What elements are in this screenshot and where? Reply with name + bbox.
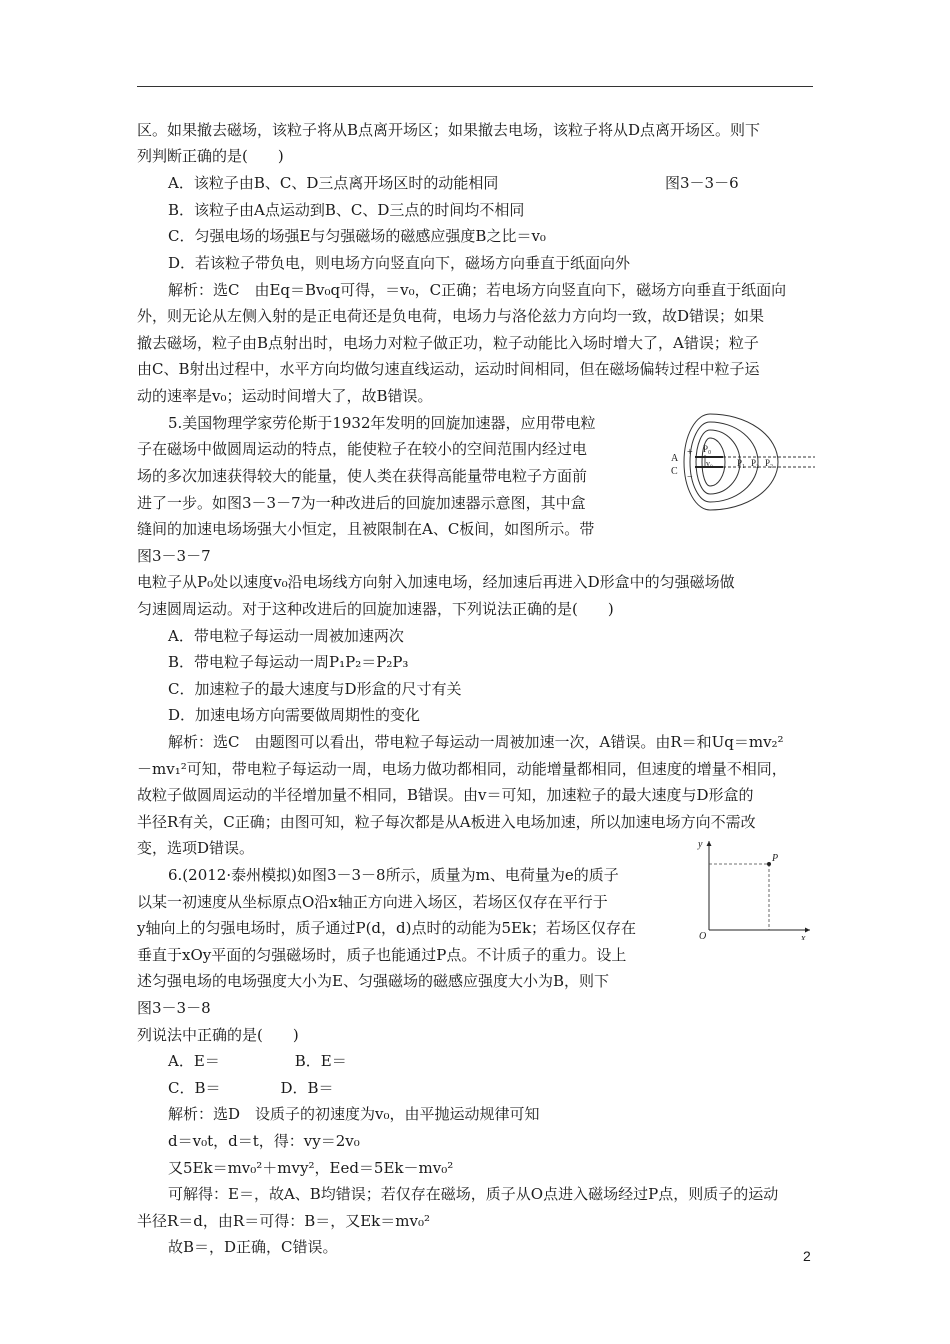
- header-rule: [137, 86, 813, 87]
- solution-line: 动的速率是v₀；运动时间增大了，故B错误。: [137, 387, 433, 405]
- coordinate-figure: [695, 835, 820, 940]
- option-c: C．加速粒子的最大速度与D形盒的尺寸有关: [168, 680, 462, 698]
- solution-line: 解析：选D 设质子的初速度为v₀，由平抛运动规律可知: [168, 1105, 540, 1123]
- minus-sign: −: [687, 472, 693, 483]
- option-b: B．带电粒子每运动一周P₁P₂＝P₂P₃: [168, 653, 409, 671]
- text-line: 列判断正确的是( ): [137, 147, 284, 165]
- p1-label: P₁: [737, 458, 746, 468]
- option-c: C．匀强电场的场强E与匀强磁场的磁感应强度B之比＝v₀: [168, 227, 546, 245]
- question-5-line: 场的多次加速获得较大的能量，使人类在获得高能量带电粒子方面前: [137, 467, 588, 485]
- solution-line: d＝v₀t，d＝t，得：vy＝2v₀: [168, 1132, 360, 1150]
- options-cd: C．B＝ D．B＝: [168, 1079, 334, 1097]
- point-p-label: P: [772, 853, 779, 864]
- p0-label: P₀: [703, 444, 712, 454]
- solution-line: 变，选项D错误。: [137, 839, 255, 857]
- solution-line: 解析：选C 由题图可以看出，带电粒子每运动一周被加速一次，A错误。由R＝和Uq＝mv₂²: [168, 733, 784, 751]
- figure-caption: 图3－3－7: [137, 547, 211, 565]
- figure-caption: 图3－3－6: [665, 174, 739, 192]
- text-line: 区。如果撤去磁场，该粒子将从B点离开场区；如果撤去电场，该粒子将从D点离开场区。则下: [137, 121, 761, 139]
- question-6-line: 垂直于xOy平面的匀强磁场时，质子也能通过P点。不计质子的重力。设上: [137, 946, 627, 964]
- option-d: D．加速电场方向需要做周期性的变化: [168, 706, 421, 724]
- solution-line: 外，则无论从左侧入射的是正电荷还是负电荷，电场力与洛伦兹力方向均一致，故D错误；如果: [137, 307, 765, 325]
- v0-label: v₀: [706, 459, 713, 468]
- solution-line: 半径R＝d，由R＝可得：B＝，又Ek＝mv₀²: [137, 1212, 430, 1230]
- plate-a-label: A: [671, 453, 679, 464]
- option-b: B．该粒子由A点运动到B、C、D三点的时间均不相同: [168, 201, 525, 219]
- question-6-line: 述匀强电场的电场强度大小为E、匀强磁场的磁感应强度大小为B，则下: [137, 972, 609, 990]
- options-ab: A．E＝ B．E＝: [168, 1052, 347, 1070]
- plus-sign: +: [687, 447, 693, 458]
- solution-line: 又5Ek＝mv₀²＋mvy²，Eed＝5Ek－mv₀²: [168, 1159, 454, 1177]
- solution-line: 可解得：E＝，故A、B均错误；若仅存在磁场，质子从O点进入磁场经过P点，则质子的运动: [168, 1185, 779, 1203]
- page-number: 2: [803, 1248, 811, 1264]
- question-5-line: 匀速圆周运动。对于这种改进后的回旋加速器，下列说法正确的是( ): [137, 600, 614, 618]
- option-a: A．带电粒子每运动一周被加速两次: [168, 627, 404, 645]
- solution-line: 由C、B射出过程中，水平方向均做匀速直线运动，运动时间相同，但在磁场偏转过程中粒子运: [137, 360, 760, 378]
- question-6-line: 列说法中正确的是( ): [137, 1026, 299, 1044]
- y-axis-label: y: [698, 839, 703, 850]
- option-a: A．该粒子由B、C、D三点离开场区时的动能相同: [168, 174, 499, 192]
- origin-label: O: [699, 931, 707, 940]
- solution-line: 撤去磁场，粒子由B点射出时，电场力对粒子做正功，粒子动能比入场时增大了，A错误；粒子: [137, 334, 759, 352]
- solution-line: 解析：选C 由Eq＝Bv₀q可得，＝v₀，C正确；若电场方向竖直向下，磁场方向垂直于纸面向: [168, 281, 787, 299]
- p3-label: P₃: [765, 458, 774, 468]
- plate-c-label: C: [671, 466, 678, 477]
- question-5-line: 电粒子从P₀处以速度v₀沿电场线方向射入加速电场，经加速后再进入D形盒中的匀强磁场做: [137, 573, 735, 591]
- x-axis-label: x: [801, 933, 806, 940]
- p2-label: P₂: [751, 458, 760, 468]
- solution-line: －mv₁²可知，带电粒子每运动一周，电场力做功都相同，动能增量都相同，但速度的增量不相同，: [137, 760, 787, 778]
- figure-caption: 图3－3－8: [137, 999, 211, 1017]
- cyclotron-figure: [665, 410, 815, 520]
- solution-line: 半径R有关，C正确；由图可知，粒子每次都是从A板进入电场加速，所以加速电场方向不需改: [137, 813, 756, 831]
- question-5-line: 5.美国物理学家劳伦斯于1932年发明的回旋加速器，应用带电粒: [168, 414, 596, 432]
- question-5-line: 子在磁场中做圆周运动的特点，能使粒子在较小的空间范围内经过电: [137, 440, 588, 458]
- solution-line: 故粒子做圆周运动的半径增加量不相同，B错误。由v＝可知，加速粒子的最大速度与D形盒的: [137, 786, 754, 804]
- question-5-line: 缝间的加速电场场强大小恒定，且被限制在A、C板间，如图所示。带: [137, 520, 595, 538]
- solution-line: 故B＝，D正确，C错误。: [168, 1238, 338, 1256]
- question-6-line: 6.(2012·泰州模拟)如图3－3－8所示，质量为m、电荷量为e的质子: [168, 866, 619, 884]
- question-5-line: 进了一步。如图3－3－7为一种改进后的回旋加速器示意图，其中盒: [137, 494, 586, 512]
- option-d: D．若该粒子带负电，则电场方向竖直向下，磁场方向垂直于纸面向外: [168, 254, 631, 272]
- question-6-line: 以某一初速度从坐标原点O沿x轴正方向进入场区，若场区仅存在平行于: [137, 893, 608, 911]
- question-6-line: y轴向上的匀强电场时，质子通过P(d，d)点时的动能为5Ek；若场区仅存在: [137, 919, 637, 937]
